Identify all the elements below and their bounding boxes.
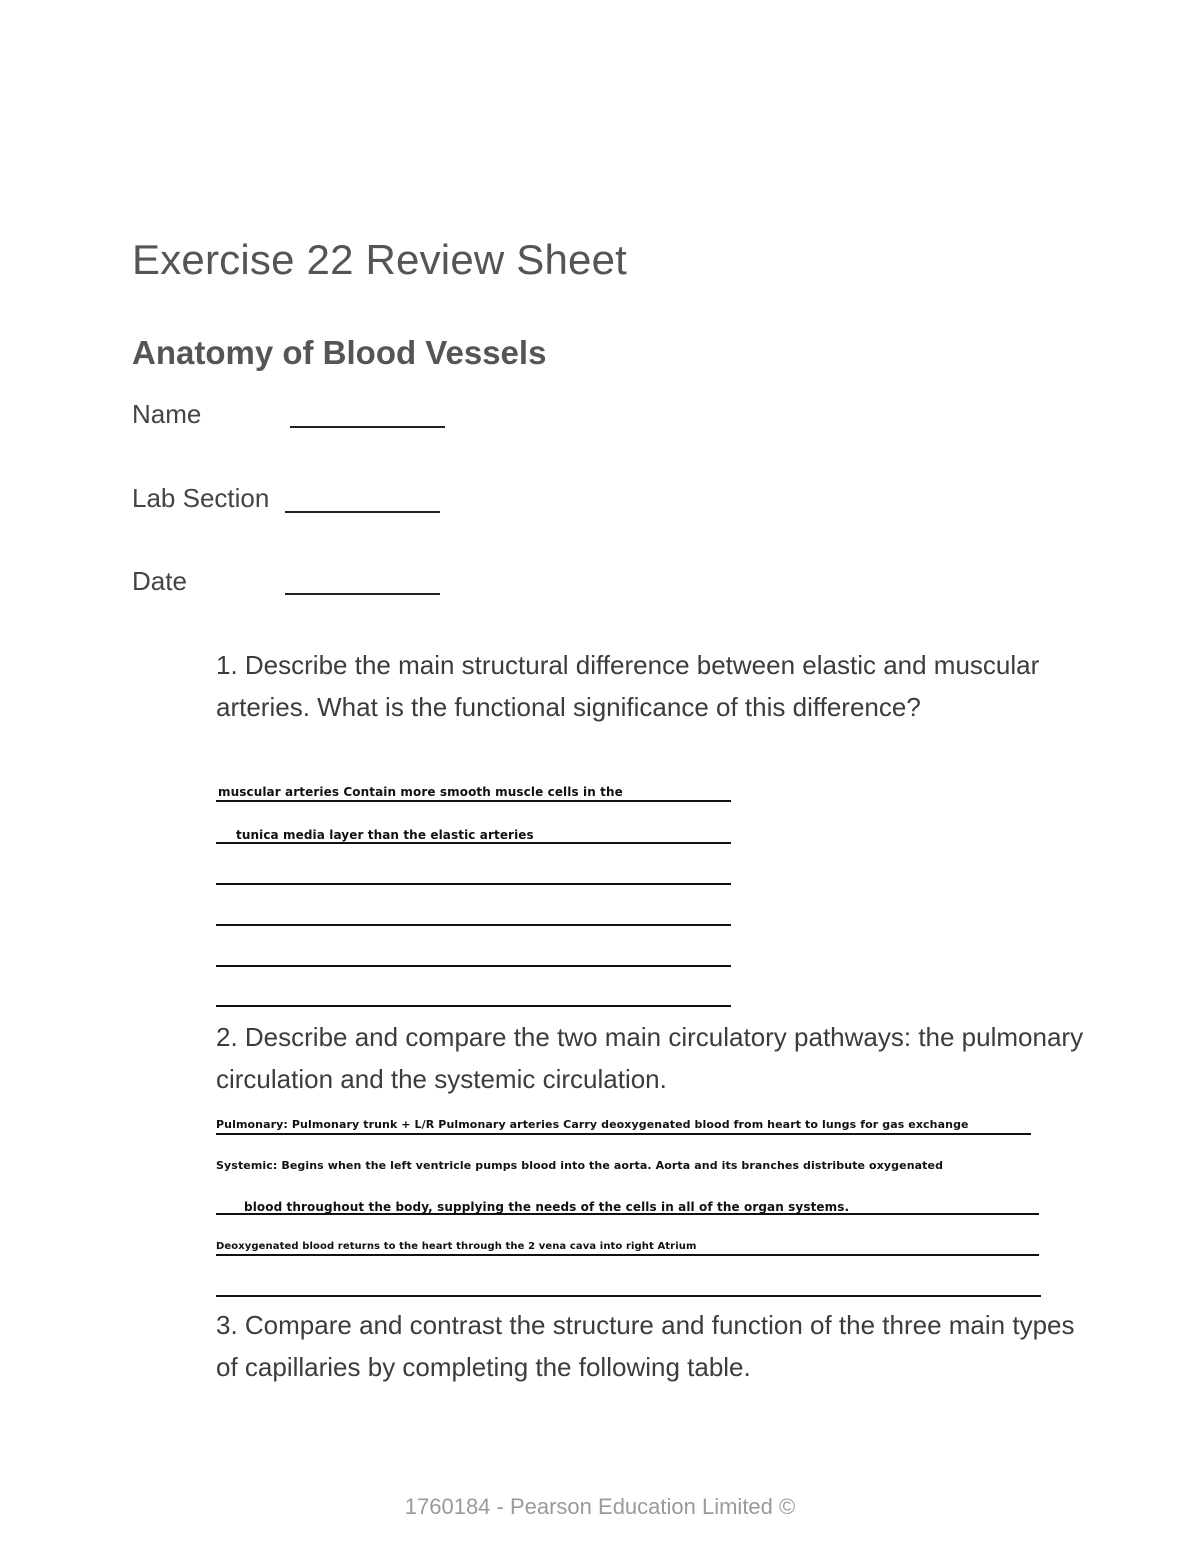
question-3: 3. Compare and contrast the structure and function of the three main types of capillaries by completing the following table. xyxy=(216,1310,1075,1382)
page-title: Exercise 22 Review Sheet xyxy=(132,236,628,283)
answer-line[interactable] xyxy=(216,1213,1039,1215)
lab-section-label: Lab Section xyxy=(132,483,270,513)
answer-line[interactable] xyxy=(216,1295,1041,1297)
section-subtitle: Anatomy of Blood Vessels xyxy=(132,334,547,371)
answer-line[interactable] xyxy=(216,1133,1031,1135)
answer-2-line-2: Systemic: Begins when the left ventricle pumps blood into the aorta. Aorta and its branches distribute oxygenated xyxy=(216,1159,944,1172)
answer-2-line-1: Pulmonary: Pulmonary trunk + L/R Pulmonary arteries Carry deoxygenated blood from heart to lungs for gas exchange xyxy=(216,1118,969,1131)
answer-2-line-4: Deoxygenated blood returns to the heart through the 2 vena cava into right Atrium xyxy=(216,1241,697,1252)
answer-line[interactable] xyxy=(216,1005,731,1007)
question-1: 1. Describe the main structural difference between elastic and muscular arteries. What is the functional significance of this difference? xyxy=(216,650,1040,722)
question-2: 2. Describe and compare the two main circulatory pathways: the pulmonary circulation and the systemic circulation. xyxy=(216,1022,1084,1094)
answer-1-line-2: tunica media layer than the elastic arteries xyxy=(236,828,534,842)
date-field[interactable] xyxy=(285,593,440,595)
answer-line[interactable] xyxy=(216,800,731,802)
answer-line[interactable] xyxy=(216,842,731,844)
lab-section-field[interactable] xyxy=(285,511,440,513)
answer-line[interactable] xyxy=(216,965,731,967)
answer-line[interactable] xyxy=(216,924,731,926)
footer-copyright: 1760184 - Pearson Education Limited © xyxy=(404,1494,796,1519)
answer-2-line-3: blood throughout the body, supplying the needs of the cells in all of the organ systems. xyxy=(244,1200,850,1214)
date-label: Date xyxy=(132,566,187,596)
answer-line[interactable] xyxy=(216,1254,1039,1256)
name-field[interactable] xyxy=(290,426,445,428)
answer-1-line-1: muscular arteries Contain more smooth muscle cells in the xyxy=(218,785,623,799)
answer-line[interactable] xyxy=(216,883,731,885)
name-label: Name xyxy=(132,399,202,429)
